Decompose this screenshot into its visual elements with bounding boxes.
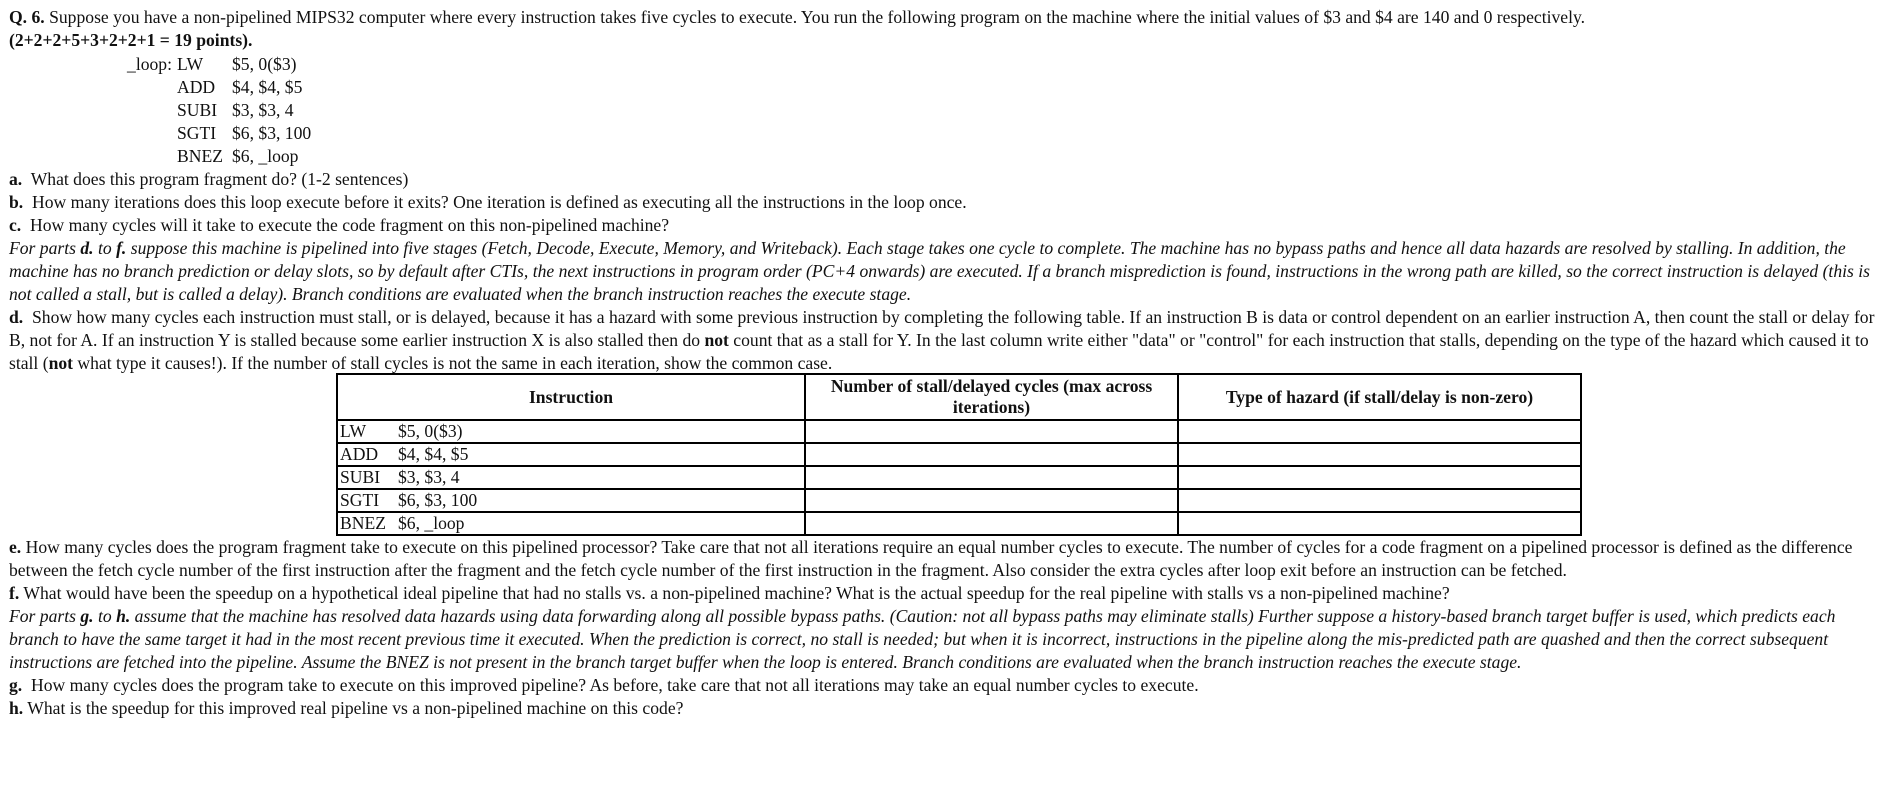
instr-args: $4, $4, $5 [398,444,469,464]
code-opcode: BNEZ [177,146,223,166]
part-b [9,191,1889,214]
hazard-table-wrap [336,373,1889,536]
instr-opcode: LW [340,421,367,441]
instruction-cell [337,443,805,466]
header-hazard-type: Type of hazard (if stall/delay is non-zero) [1178,374,1581,420]
code-label [9,76,177,99]
hazard-table [336,373,1582,536]
note1-part2: to [93,238,117,258]
code-args: $5, 0($3) [232,54,297,74]
note2-part3: assume that the machine has resolved data hazards using data forwarding along all possible bypass paths. (Caution: not all bypass paths may eliminate stalls) Further suppose a history-based branch target buffer is used, which predicts each branch to have the same target it had in the most recent previous time it executed. When the prediction is correct, no stall is needed; but when it is incorrect, instructions in the pipeline along the mis-predicted path are quashed and then the correct subsequent instructions are fetched into the pipeline. Assume the BNEZ is not present in the branch target buffer when the loop is entered. Branch conditions are evaluated when the branch instruction reaches the execute stage. [9,606,1836,672]
forwarding-note [9,605,1889,674]
stall-cycles-cell[interactable] [805,466,1178,489]
part-c-tag: c. [9,215,22,235]
code-line [9,122,1889,145]
part-d-text1: Show how many cycles each instruction must stall, or is delayed, because it has a hazard with some previous instruction by completing the following table. If an instruction B is data or control dependent on an earlier instruction A, then count the stall or delay for B, not for A. If an instruction Y is stalled because some earlier instruction X is also stalled then do [9,307,1875,350]
table-row [337,489,1581,512]
code-listing [9,53,1889,168]
hazard-type-cell[interactable] [1178,443,1581,466]
table-header-row [337,374,1581,420]
part-a [9,168,1889,191]
instr-args: $3, $3, 4 [398,467,460,487]
part-d-not1: not [704,330,729,350]
instr-args: $6, _loop [398,513,465,533]
code-args: $6, $3, 100 [232,123,312,143]
question-intro [9,6,1889,52]
hazard-type-cell[interactable] [1178,489,1581,512]
code-label [9,99,177,122]
part-h-tag: h. [9,698,24,718]
part-e-text: How many cycles does the program fragment take to execute on this pipelined processor? Take care that not all iterations require an equal number cycles to execute. The number of cycles for a code fragment on a pipelined processor is defined as the difference between the fetch cycle number of the first instruction after the fragment and the fetch cycle number of the first instruction in the fragment. Also consider the extra cycles after loop exit before an instruction can be fetched. [9,537,1853,580]
code-label: _loop: [127,54,172,74]
stall-cycles-cell[interactable] [805,489,1178,512]
table-row [337,512,1581,535]
part-f [9,582,1889,605]
code-opcode: SUBI [177,100,218,120]
instr-opcode: SUBI [340,467,381,487]
instruction-cell [337,466,805,489]
instr-opcode: SGTI [340,490,380,510]
stall-cycles-cell[interactable] [805,512,1178,535]
header-instruction: Instruction [337,374,805,420]
pipeline-note [9,237,1889,306]
table-row [337,443,1581,466]
code-label [9,122,177,145]
part-f-tag: f. [9,583,20,603]
part-g-text: How many cycles does the program take to execute on this improved pipeline? As before, take care that not all iterations may take an equal number cycles to execute. [31,675,1199,695]
header-stall-cycles: Number of stall/delayed cycles (max across iterations) [805,374,1178,420]
instruction-cell [337,420,805,443]
part-d-text3: what type it causes!). If the number of stall cycles is not the same in each iteration, show the common case. [73,353,833,373]
code-args: $3, $3, 4 [232,100,294,120]
part-d [9,306,1889,375]
part-b-text: How many iterations does this loop execute before it exits? One iteration is defined as executing all the instructions in the loop once. [31,192,967,212]
code-args: $6, _loop [232,146,299,166]
code-line [9,53,1889,76]
code-line [9,76,1889,99]
part-e-tag: e. [9,537,22,557]
part-a-text: What does this program fragment do? (1-2 sentences) [30,169,409,189]
stall-cycles-cell[interactable] [805,443,1178,466]
code-opcode: SGTI [177,123,217,143]
hazard-type-cell[interactable] [1178,466,1581,489]
question-number: Q. 6. [9,7,45,27]
part-g-tag: g. [9,675,23,695]
instr-opcode: BNEZ [340,513,386,533]
question-points: (2+2+2+5+3+2+2+1 = 19 points). [9,30,253,50]
code-line [9,99,1889,122]
code-label [9,145,177,168]
part-b-tag: b. [9,192,24,212]
code-opcode: LW [177,54,204,74]
part-d-not2: not [48,353,74,373]
code-line [9,145,1889,168]
question-intro-text: Suppose you have a non-pipelined MIPS32 computer where every instruction takes five cycles to execute. You run the following program on the machine where the initial values of $3 and $4 are 140 and 0 respectively. [49,7,1586,27]
part-a-tag: a. [9,169,23,189]
hazard-type-cell[interactable] [1178,512,1581,535]
table-row [337,466,1581,489]
part-c [9,214,1889,237]
note2-h: h. [116,606,131,626]
code-args: $4, $4, $5 [232,77,303,97]
note2-part1: For parts [9,606,81,626]
instruction-cell [337,489,805,512]
note1-part1: For parts [9,238,81,258]
instruction-cell [337,512,805,535]
part-h-text: What is the speedup for this improved real pipeline vs a non-pipelined machine on this code? [27,698,684,718]
note2-g: g. [80,606,94,626]
part-g [9,674,1889,697]
part-c-text: How many cycles will it take to execute the code fragment on this non-pipelined machine? [30,215,670,235]
note1-f: f. [116,238,127,258]
stall-cycles-cell[interactable] [805,420,1178,443]
part-d-tag: d. [9,307,24,327]
table-row [337,420,1581,443]
code-opcode: ADD [177,77,216,97]
instr-args: $6, $3, 100 [398,490,478,510]
part-e [9,536,1889,582]
part-f-text: What would have been the speedup on a hypothetical ideal pipeline that had no stalls vs. a non-pipelined machine? What is the actual speedup for the real pipeline with stalls vs a non-pipelined machine? [23,583,1450,603]
note2-part2: to [93,606,117,626]
note1-part3: suppose this machine is pipelined into five stages (Fetch, Decode, Execute, Memory, and Writeback). Each stage takes one cycle to complete. The machine has no bypass paths and hence all data hazards are resolved by stalling. In addition, the machine has no branch prediction or delay slots, so by default after CTIs, the next instructions in program order (PC+4 onwards) are executed. If a branch misprediction is found, instructions in the wrong path are killed, so the correct instruction is delayed (this is not called a stall, but is called a delay). Branch conditions are evaluated when the branch instruction reaches the execute stage. [9,238,1870,304]
part-d-text2: count that as a stall for Y. In the last column write either "data" or "control" for each instruction that stalls, depending on the type of the hazard which caused it to stall ( [9,330,1869,373]
note1-d: d. [80,238,94,258]
instr-opcode: ADD [340,444,379,464]
part-h [9,697,1889,720]
hazard-type-cell[interactable] [1178,420,1581,443]
instr-args: $5, 0($3) [398,421,463,441]
